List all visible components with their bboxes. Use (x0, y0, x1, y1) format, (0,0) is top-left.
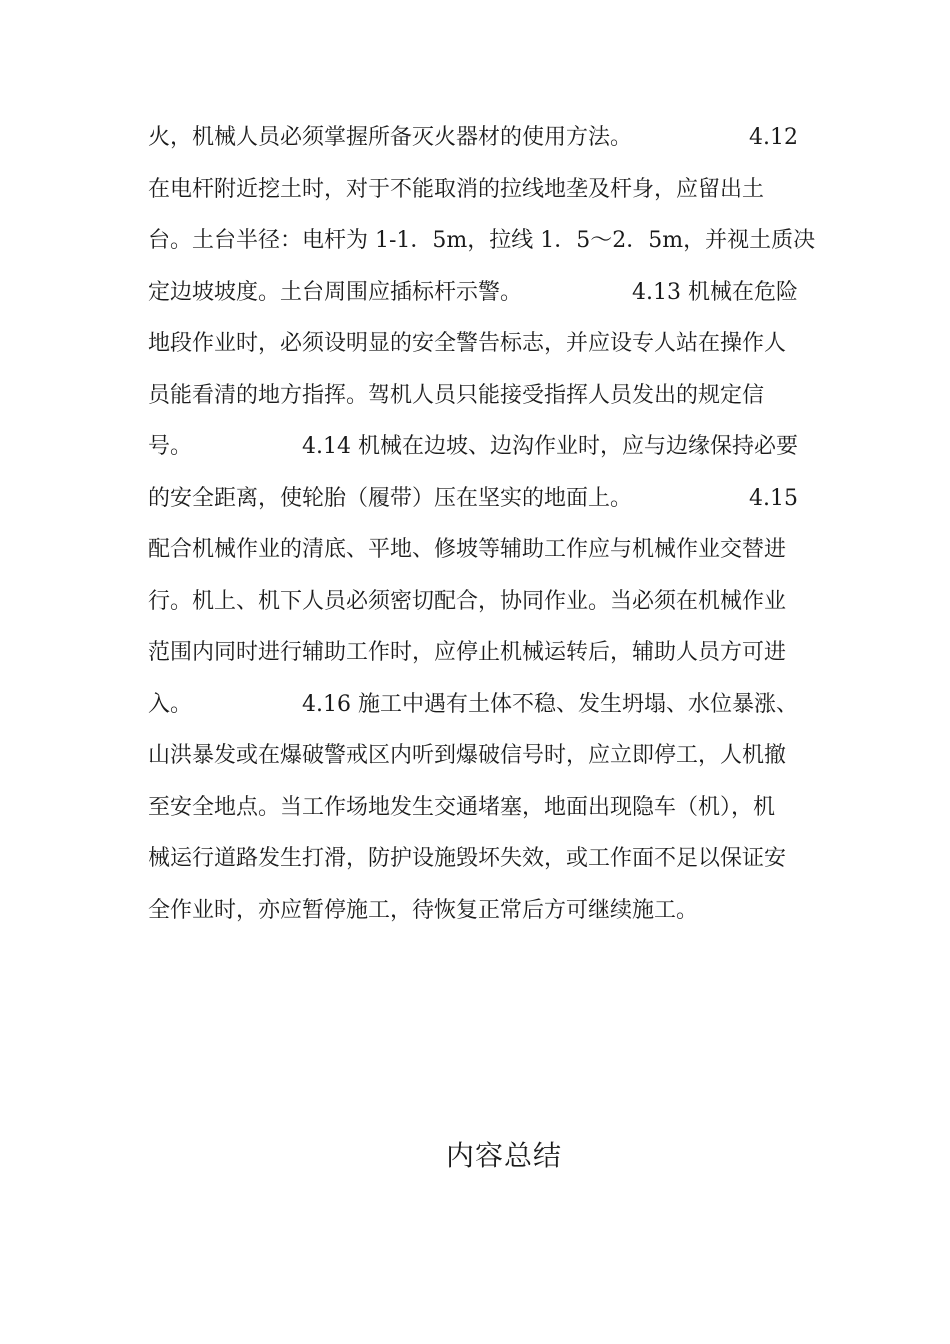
body-text (148, 116, 816, 940)
text-line-3-main: 台。土台半径：电杆为 1-1．5m，拉线 1．5～2．5m，并视土质决 (148, 228, 816, 253)
text-line-10-main: 行。机上、机下人员必须密切配合，协同作业。当必须在机械作业 (148, 588, 787, 614)
text-line-3 (148, 219, 816, 271)
text-line-5-main: 地段作业时，必须设明显的安全警告标志，并应设专人站在操作人 (148, 331, 787, 356)
text-line-11-main: 范围内同时进行辅助工作时，应停止机械运转后，辅助人员方可进 (148, 640, 787, 665)
text-line-13-main: 山洪暴发或在爆破警戒区内听到爆破信号时，应立即停工，人机撤 (148, 743, 787, 768)
text-line-7-main: 号。 (148, 434, 193, 459)
text-line-10 (148, 580, 798, 632)
text-line-16-main: 全作业时，亦应暂停施工，待恢复正常后方可继续施工。 (148, 897, 699, 923)
text-line-16 (148, 889, 798, 941)
text-line-1-tail: 4.12 (749, 125, 798, 150)
text-line-12 (148, 683, 798, 735)
text-line-14 (148, 786, 798, 838)
text-line-13 (148, 734, 798, 786)
text-line-6 (148, 374, 798, 426)
text-line-4-tail: 4.13 机械在危险 (632, 279, 798, 305)
text-line-2-main: 在电杆附近挖土时，对于不能取消的拉线地垄及杆身，应留出土 (148, 176, 765, 202)
text-line-4 (148, 271, 798, 323)
text-line-9-main: 配合机械作业的清底、平地、修坡等辅助工作应与机械作业交替进 (148, 537, 787, 562)
text-line-15-main: 械运行道路发生打滑，防护设施毁坏失效，或工作面不足以保证安 (148, 846, 787, 871)
text-line-15 (148, 837, 798, 889)
text-line-4-main: 定边坡坡度。土台周围应插标杆示警。 (148, 279, 523, 305)
text-line-8-main: 的安全距离，使轮胎（履带）压在坚实的地面上。 (148, 485, 633, 511)
text-line-14-main: 至安全地点。当工作场地发生交通堵塞，地面出现隐车（机），机 (148, 794, 776, 820)
text-line-7-tail: 4.14 机械在边坡、边沟作业时，应与边缘保持必要 (302, 434, 798, 459)
text-line-8 (148, 477, 798, 529)
text-line-9 (148, 528, 798, 580)
text-line-2 (148, 168, 798, 220)
summary-title: 内容总结 (445, 1139, 562, 1172)
text-line-5 (148, 322, 798, 374)
text-line-7 (148, 425, 798, 477)
text-line-6-main: 员能看清的地方指挥。驾机人员只能接受指挥人员发出的规定信 (148, 382, 765, 408)
text-line-8-tail: 4.15 (749, 485, 798, 511)
text-line-11 (148, 631, 798, 683)
text-line-1-main: 火，机械人员必须掌握所备灭火器材的使用方法。 (148, 125, 633, 150)
text-line-12-main: 入。 (148, 691, 193, 717)
text-line-12-tail: 4.16 施工中遇有土体不稳、发生坍塌、水位暴涨、 (302, 691, 798, 717)
text-line-1 (148, 116, 798, 168)
